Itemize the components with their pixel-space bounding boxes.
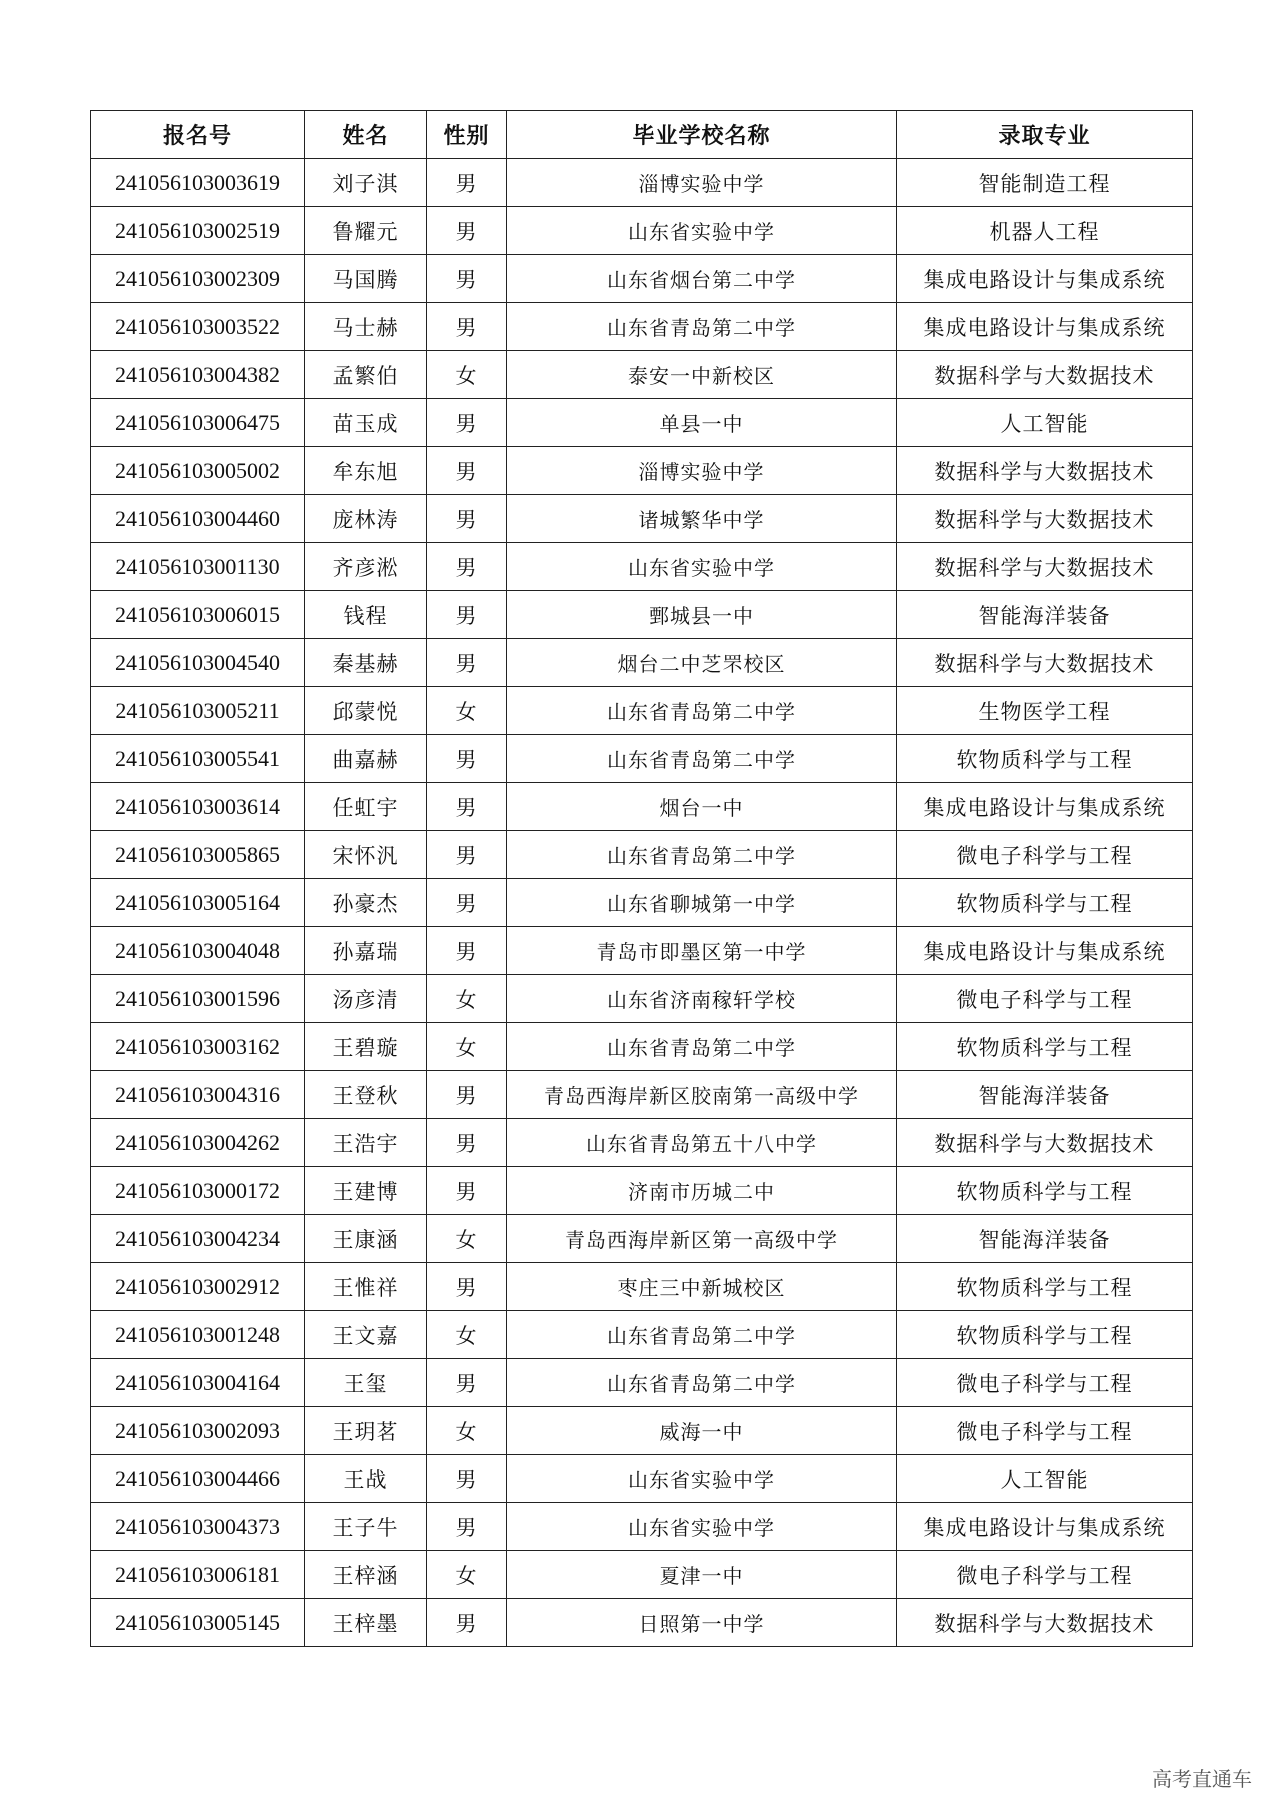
cell-student-name: 曲嘉赫 (305, 735, 427, 783)
cell-admitted-major: 微电子科学与工程 (897, 831, 1193, 879)
cell-registration-number: 241056103005211 (91, 687, 305, 735)
cell-registration-number: 241056103004316 (91, 1071, 305, 1119)
cell-gender: 男 (427, 639, 507, 687)
cell-gender: 女 (427, 1215, 507, 1263)
cell-gender: 男 (427, 303, 507, 351)
cell-registration-number: 241056103003619 (91, 159, 305, 207)
cell-student-name: 马国腾 (305, 255, 427, 303)
cell-registration-number: 241056103002309 (91, 255, 305, 303)
cell-school-name: 鄄城县一中 (507, 591, 897, 639)
cell-school-name: 山东省实验中学 (507, 207, 897, 255)
table-row (91, 351, 1193, 399)
cell-registration-number: 241056103004373 (91, 1503, 305, 1551)
cell-registration-number: 241056103004048 (91, 927, 305, 975)
cell-student-name: 王康涵 (305, 1215, 427, 1263)
cell-registration-number: 241056103005164 (91, 879, 305, 927)
table-row (91, 687, 1193, 735)
cell-gender: 男 (427, 783, 507, 831)
cell-school-name: 山东省实验中学 (507, 1503, 897, 1551)
cell-registration-number: 241056103005541 (91, 735, 305, 783)
cell-school-name: 山东省青岛第二中学 (507, 831, 897, 879)
cell-student-name: 邱蒙悦 (305, 687, 427, 735)
cell-admitted-major: 数据科学与大数据技术 (897, 447, 1193, 495)
cell-admitted-major: 数据科学与大数据技术 (897, 351, 1193, 399)
table-row (91, 543, 1193, 591)
table-row (91, 1263, 1193, 1311)
cell-admitted-major: 智能海洋装备 (897, 1215, 1193, 1263)
cell-admitted-major: 微电子科学与工程 (897, 975, 1193, 1023)
table-row (91, 1167, 1193, 1215)
table-row (91, 1119, 1193, 1167)
cell-school-name: 山东省青岛第二中学 (507, 1311, 897, 1359)
table-row (91, 1071, 1193, 1119)
cell-school-name: 青岛市即墨区第一中学 (507, 927, 897, 975)
table-row (91, 1455, 1193, 1503)
table-row (91, 1599, 1193, 1647)
cell-school-name: 威海一中 (507, 1407, 897, 1455)
table-row (91, 591, 1193, 639)
cell-student-name: 王玥茗 (305, 1407, 427, 1455)
cell-registration-number: 241056103004164 (91, 1359, 305, 1407)
cell-admitted-major: 集成电路设计与集成系统 (897, 255, 1193, 303)
cell-student-name: 汤彦清 (305, 975, 427, 1023)
cell-registration-number: 241056103004540 (91, 639, 305, 687)
cell-student-name: 宋怀汎 (305, 831, 427, 879)
cell-school-name: 诸城繁华中学 (507, 495, 897, 543)
cell-school-name: 青岛西海岸新区第一高级中学 (507, 1215, 897, 1263)
cell-school-name: 山东省青岛第二中学 (507, 1359, 897, 1407)
table-body (91, 159, 1193, 1647)
cell-school-name: 日照第一中学 (507, 1599, 897, 1647)
cell-registration-number: 241056103005002 (91, 447, 305, 495)
cell-gender: 男 (427, 927, 507, 975)
table-row (91, 207, 1193, 255)
cell-admitted-major: 人工智能 (897, 1455, 1193, 1503)
cell-student-name: 秦基赫 (305, 639, 427, 687)
cell-school-name: 山东省青岛第二中学 (507, 1023, 897, 1071)
cell-school-name: 山东省实验中学 (507, 1455, 897, 1503)
cell-student-name: 王登秋 (305, 1071, 427, 1119)
cell-school-name: 山东省济南稼轩学校 (507, 975, 897, 1023)
cell-school-name: 泰安一中新校区 (507, 351, 897, 399)
cell-admitted-major: 软物质科学与工程 (897, 1263, 1193, 1311)
cell-student-name: 马士赫 (305, 303, 427, 351)
cell-school-name: 淄博实验中学 (507, 159, 897, 207)
cell-student-name: 齐彦淞 (305, 543, 427, 591)
cell-student-name: 王子牛 (305, 1503, 427, 1551)
cell-admitted-major: 智能海洋装备 (897, 1071, 1193, 1119)
cell-admitted-major: 数据科学与大数据技术 (897, 495, 1193, 543)
cell-gender: 男 (427, 207, 507, 255)
cell-student-name: 王浩宇 (305, 1119, 427, 1167)
cell-admitted-major: 数据科学与大数据技术 (897, 639, 1193, 687)
table-header-row (91, 111, 1193, 159)
cell-gender: 男 (427, 591, 507, 639)
cell-registration-number: 241056103005145 (91, 1599, 305, 1647)
table-row (91, 975, 1193, 1023)
cell-gender: 男 (427, 1599, 507, 1647)
cell-student-name: 王玺 (305, 1359, 427, 1407)
table-row (91, 1023, 1193, 1071)
cell-admitted-major: 软物质科学与工程 (897, 1311, 1193, 1359)
cell-school-name: 山东省青岛第二中学 (507, 303, 897, 351)
cell-gender: 男 (427, 1503, 507, 1551)
table-row (91, 735, 1193, 783)
header-school: 毕业学校名称 (507, 111, 897, 159)
cell-gender: 男 (427, 735, 507, 783)
cell-gender: 男 (427, 1455, 507, 1503)
cell-admitted-major: 集成电路设计与集成系统 (897, 303, 1193, 351)
cell-school-name: 山东省实验中学 (507, 543, 897, 591)
watermark-text: 高考直通车 (1152, 1767, 1252, 1791)
table-row (91, 879, 1193, 927)
cell-student-name: 孟繁伯 (305, 351, 427, 399)
cell-registration-number: 241056103001130 (91, 543, 305, 591)
table-row (91, 831, 1193, 879)
table-row (91, 927, 1193, 975)
cell-registration-number: 241056103001596 (91, 975, 305, 1023)
cell-school-name: 单县一中 (507, 399, 897, 447)
cell-school-name: 山东省青岛第二中学 (507, 687, 897, 735)
header-registration-number: 报名号 (91, 111, 305, 159)
cell-school-name: 青岛西海岸新区胶南第一高级中学 (507, 1071, 897, 1119)
cell-admitted-major: 集成电路设计与集成系统 (897, 927, 1193, 975)
cell-student-name: 孙嘉瑞 (305, 927, 427, 975)
cell-registration-number: 241056103004460 (91, 495, 305, 543)
cell-registration-number: 241056103005865 (91, 831, 305, 879)
cell-admitted-major: 数据科学与大数据技术 (897, 543, 1193, 591)
cell-student-name: 王建博 (305, 1167, 427, 1215)
header-major: 录取专业 (897, 111, 1193, 159)
cell-admitted-major: 软物质科学与工程 (897, 1167, 1193, 1215)
cell-gender: 男 (427, 1359, 507, 1407)
table-row (91, 1311, 1193, 1359)
cell-admitted-major: 集成电路设计与集成系统 (897, 1503, 1193, 1551)
cell-gender: 女 (427, 975, 507, 1023)
cell-gender: 男 (427, 495, 507, 543)
cell-admitted-major: 智能海洋装备 (897, 591, 1193, 639)
cell-school-name: 烟台二中芝罘校区 (507, 639, 897, 687)
cell-school-name: 淄博实验中学 (507, 447, 897, 495)
admission-table (90, 110, 1193, 1647)
cell-gender: 男 (427, 159, 507, 207)
cell-gender: 男 (427, 1167, 507, 1215)
table-row (91, 303, 1193, 351)
header-gender: 性别 (427, 111, 507, 159)
cell-gender: 男 (427, 399, 507, 447)
cell-registration-number: 241056103000172 (91, 1167, 305, 1215)
table-row (91, 1551, 1193, 1599)
cell-school-name: 山东省青岛第二中学 (507, 735, 897, 783)
table-row (91, 1503, 1193, 1551)
cell-registration-number: 241056103004466 (91, 1455, 305, 1503)
table-row (91, 783, 1193, 831)
cell-registration-number: 241056103006475 (91, 399, 305, 447)
cell-admitted-major: 集成电路设计与集成系统 (897, 783, 1193, 831)
cell-registration-number: 241056103001248 (91, 1311, 305, 1359)
cell-school-name: 枣庄三中新城校区 (507, 1263, 897, 1311)
cell-gender: 男 (427, 255, 507, 303)
cell-gender: 女 (427, 351, 507, 399)
cell-student-name: 王惟祥 (305, 1263, 427, 1311)
cell-admitted-major: 生物医学工程 (897, 687, 1193, 735)
cell-admitted-major: 数据科学与大数据技术 (897, 1599, 1193, 1647)
cell-admitted-major: 微电子科学与工程 (897, 1407, 1193, 1455)
table-row (91, 159, 1193, 207)
cell-school-name: 济南市历城二中 (507, 1167, 897, 1215)
cell-student-name: 王梓涵 (305, 1551, 427, 1599)
cell-gender: 女 (427, 1023, 507, 1071)
cell-admitted-major: 数据科学与大数据技术 (897, 1119, 1193, 1167)
table-row (91, 1215, 1193, 1263)
table-row (91, 447, 1193, 495)
cell-gender: 女 (427, 1551, 507, 1599)
cell-gender: 女 (427, 687, 507, 735)
cell-student-name: 王文嘉 (305, 1311, 427, 1359)
cell-school-name: 山东省烟台第二中学 (507, 255, 897, 303)
cell-student-name: 鲁耀元 (305, 207, 427, 255)
table-row (91, 495, 1193, 543)
cell-student-name: 孙豪杰 (305, 879, 427, 927)
cell-registration-number: 241056103006181 (91, 1551, 305, 1599)
cell-registration-number: 241056103002912 (91, 1263, 305, 1311)
cell-gender: 男 (427, 879, 507, 927)
cell-gender: 男 (427, 831, 507, 879)
table-row (91, 1359, 1193, 1407)
cell-admitted-major: 软物质科学与工程 (897, 879, 1193, 927)
cell-gender: 女 (427, 1407, 507, 1455)
cell-student-name: 刘子淇 (305, 159, 427, 207)
header-name: 姓名 (305, 111, 427, 159)
cell-student-name: 牟东旭 (305, 447, 427, 495)
cell-registration-number: 241056103006015 (91, 591, 305, 639)
cell-student-name: 王碧璇 (305, 1023, 427, 1071)
cell-registration-number: 241056103002519 (91, 207, 305, 255)
cell-student-name: 钱程 (305, 591, 427, 639)
cell-admitted-major: 机器人工程 (897, 207, 1193, 255)
cell-school-name: 烟台一中 (507, 783, 897, 831)
cell-registration-number: 241056103004262 (91, 1119, 305, 1167)
table-row (91, 639, 1193, 687)
cell-student-name: 王梓墨 (305, 1599, 427, 1647)
cell-school-name: 夏津一中 (507, 1551, 897, 1599)
cell-admitted-major: 微电子科学与工程 (897, 1551, 1193, 1599)
cell-gender: 男 (427, 543, 507, 591)
cell-student-name: 苗玉成 (305, 399, 427, 447)
cell-gender: 男 (427, 447, 507, 495)
table-row (91, 255, 1193, 303)
table-row (91, 1407, 1193, 1455)
cell-admitted-major: 人工智能 (897, 399, 1193, 447)
cell-registration-number: 241056103002093 (91, 1407, 305, 1455)
cell-registration-number: 241056103004382 (91, 351, 305, 399)
cell-registration-number: 241056103003614 (91, 783, 305, 831)
cell-gender: 女 (427, 1311, 507, 1359)
cell-admitted-major: 软物质科学与工程 (897, 735, 1193, 783)
cell-gender: 男 (427, 1071, 507, 1119)
cell-school-name: 山东省聊城第一中学 (507, 879, 897, 927)
cell-student-name: 王战 (305, 1455, 427, 1503)
cell-gender: 男 (427, 1263, 507, 1311)
cell-student-name: 庞林涛 (305, 495, 427, 543)
cell-admitted-major: 微电子科学与工程 (897, 1359, 1193, 1407)
cell-admitted-major: 智能制造工程 (897, 159, 1193, 207)
cell-registration-number: 241056103004234 (91, 1215, 305, 1263)
cell-student-name: 任虹宇 (305, 783, 427, 831)
cell-gender: 男 (427, 1119, 507, 1167)
cell-registration-number: 241056103003522 (91, 303, 305, 351)
table-row (91, 399, 1193, 447)
cell-registration-number: 241056103003162 (91, 1023, 305, 1071)
cell-school-name: 山东省青岛第五十八中学 (507, 1119, 897, 1167)
cell-admitted-major: 软物质科学与工程 (897, 1023, 1193, 1071)
